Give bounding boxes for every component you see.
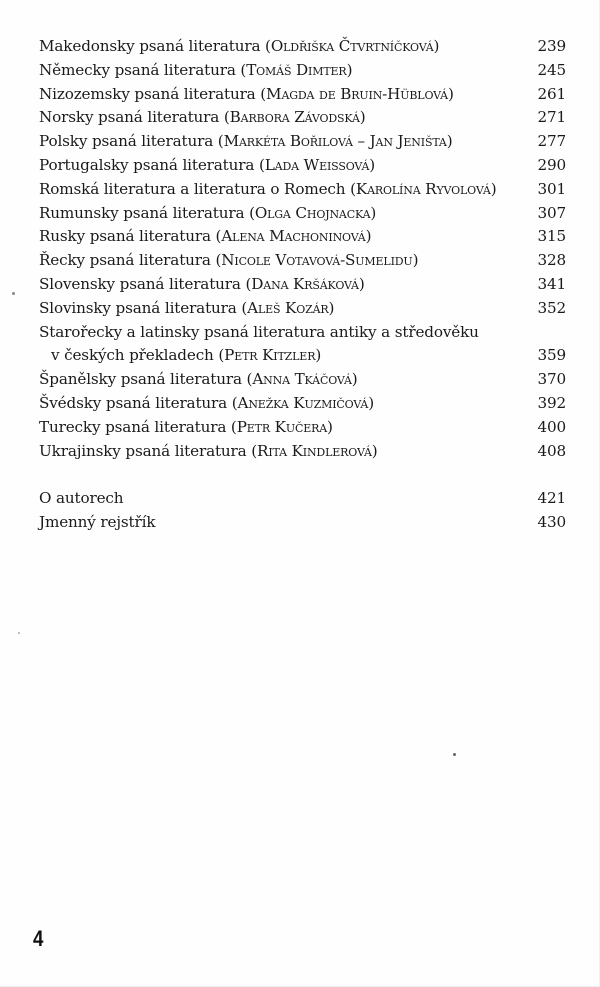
- paren: ): [351, 370, 358, 389]
- toc-entry-title: Norsky psaná literatura (: [39, 108, 230, 127]
- scan-speck: [453, 753, 456, 756]
- toc-entry-page: 261: [537, 84, 566, 103]
- toc-entry-title: Makedonsky psaná literatura (: [39, 37, 271, 55]
- toc-entry-page: 400: [537, 417, 566, 436]
- toc-entry-title: Turecky psaná literatura (: [39, 417, 237, 436]
- toc-entry-author: Oldřiška Čtvrtníčková: [270, 37, 434, 55]
- toc-entry: [39, 154, 566, 178]
- toc-entry: [39, 225, 566, 249]
- section-spacer: [39, 463, 566, 487]
- toc-entry: [39, 130, 566, 154]
- toc-entry: [39, 35, 566, 59]
- toc-entry: [39, 321, 566, 345]
- toc-entry-page: 341: [537, 274, 566, 293]
- toc-entry-title: Slovinsky psaná literatura (: [39, 298, 248, 317]
- toc-entry-author: Tomáš Dimter: [246, 60, 347, 79]
- toc-entry-author: Barbora Závodská: [229, 108, 360, 127]
- paren: ): [433, 37, 440, 55]
- toc-entry: [39, 83, 566, 107]
- toc-entry-page: 315: [537, 227, 566, 246]
- toc-entry: [39, 178, 566, 202]
- paren: ): [368, 393, 374, 412]
- toc-entry-title: Slovensky psaná literatura (: [39, 274, 252, 293]
- toc-entry-author: Aleš Kozár: [247, 298, 329, 317]
- paren: ): [371, 441, 378, 460]
- toc-entry: [39, 368, 566, 392]
- toc-entry-title: Řecky psaná literatura (: [39, 251, 222, 270]
- toc-entry: [39, 59, 566, 83]
- toc-entry-page: 408: [537, 441, 566, 460]
- toc-entry-page: 392: [537, 393, 566, 412]
- toc-entry: [39, 249, 566, 273]
- scan-speck: [12, 292, 15, 295]
- toc-entry-author: Anežka Kuzmičová: [237, 393, 369, 412]
- paren: ): [412, 251, 419, 270]
- paren: ): [446, 132, 453, 151]
- toc-entry: [39, 392, 566, 416]
- toc-entry-page: 301: [537, 179, 566, 198]
- toc-entry-author: Petr Kučera: [236, 417, 328, 436]
- toc-entry-page: 307: [537, 203, 566, 222]
- toc-entry-title: Rusky psaná literatura (: [39, 227, 222, 246]
- toc-entry-title: Ukrajinsky psaná literatura (: [39, 441, 258, 460]
- paren: ): [315, 346, 322, 365]
- toc-entry-title: Portugalsky psaná literatura (: [39, 155, 265, 174]
- toc-entry-title: Německy psaná literatura (: [39, 60, 247, 79]
- toc-entry-title: Jmenný rejstřík: [39, 512, 156, 531]
- toc-entry-title: O autorech: [39, 489, 124, 508]
- scan-speck: [18, 632, 20, 634]
- paren: ): [328, 298, 335, 317]
- toc-entry: [39, 416, 566, 440]
- toc-entry-title: Španělsky psaná literatura (: [39, 370, 253, 389]
- toc-entry-page: 239: [537, 37, 566, 55]
- toc-entry-page: 359: [537, 346, 566, 365]
- paren: ): [359, 108, 366, 127]
- toc-entry-page: 328: [537, 251, 566, 270]
- toc-entry-title-cont: v českých překladech (: [51, 346, 225, 365]
- paren: ): [369, 155, 376, 174]
- toc-entry-author: Dana Kršáková: [251, 274, 359, 293]
- toc-entry-page: 430: [537, 512, 566, 531]
- toc-entry-author: Olga Chojnacka: [254, 203, 371, 222]
- toc-entry-author: Alena Machoninová: [221, 227, 366, 246]
- toc-entry-page: 370: [537, 370, 566, 389]
- toc-entry: [39, 440, 566, 464]
- toc-entry-author: Lada Weissová: [264, 155, 370, 174]
- paren: ): [447, 84, 454, 103]
- toc-entry-author: Markéta Bořilová – Jan Jeništa: [223, 132, 447, 151]
- toc-entry-title: Nizozemsky psaná literatura (: [39, 84, 267, 103]
- toc-entry-back-matter: [39, 511, 566, 535]
- toc-entry-author: Magda de Bruin-Hüblová: [266, 84, 448, 103]
- toc-entry-title: Rumunsky psaná literatura (: [39, 203, 255, 222]
- paren: ): [327, 417, 333, 436]
- toc-entry: [39, 202, 566, 226]
- toc-entry-author: Rita Kindlerová: [257, 441, 372, 460]
- paren: ): [490, 179, 497, 198]
- table-of-contents: [39, 35, 566, 535]
- toc-entry-author: Petr Kitzler: [224, 346, 316, 365]
- toc-entry-page: 245: [537, 60, 566, 79]
- toc-entry-page: 271: [537, 108, 566, 127]
- toc-entry: [39, 273, 566, 297]
- toc-entry-page: 352: [537, 298, 566, 317]
- toc-entry: [39, 106, 566, 130]
- paren: ): [370, 203, 377, 222]
- toc-entry-page: 277: [537, 132, 566, 151]
- page-number: 4: [33, 926, 44, 951]
- paren: ): [346, 60, 353, 79]
- toc-entry-title: Švédsky psaná literatura (: [39, 393, 238, 412]
- toc-entry-back-matter: [39, 487, 566, 511]
- paren: ): [358, 274, 365, 293]
- toc-entry-title: Starořecky a latinsky psaná literatura antiky a středověku: [39, 322, 479, 341]
- toc-entry-page: 290: [537, 155, 566, 174]
- toc-entry-author: Nicole Votavová-Sumelidu: [221, 251, 413, 270]
- paren: ): [365, 227, 372, 246]
- toc-entry-title: Polsky psaná literatura (: [39, 132, 224, 151]
- toc-entry-author: Karolína Ryvolová: [355, 179, 491, 198]
- toc-entry: [39, 297, 566, 321]
- toc-entry-page: 421: [537, 489, 566, 508]
- toc-entry-title: Romská literatura a literatura o Romech (: [39, 179, 356, 198]
- toc-entry-continuation: [39, 344, 566, 368]
- toc-entry-author: Anna Tkáčová: [252, 370, 352, 389]
